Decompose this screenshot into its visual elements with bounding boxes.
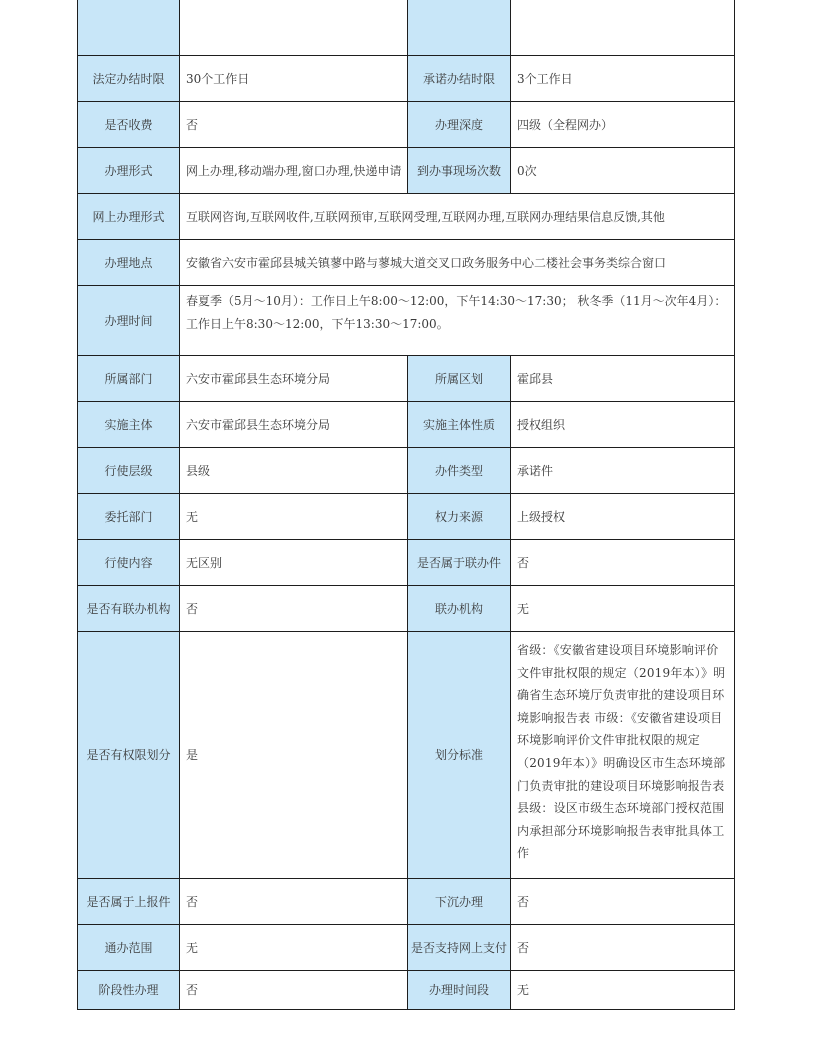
joint-case-label: 是否属于联办件	[407, 540, 510, 585]
table-row	[78, 355, 734, 401]
time-period-label: 办理时间段	[407, 971, 510, 1009]
implementer-value: 六安市霍邱县生态环境分局	[179, 402, 407, 447]
division-standard-value	[510, 632, 734, 878]
delegated-processing-value: 否	[510, 879, 734, 924]
processing-depth-value: 四级（全程网办）	[510, 102, 734, 147]
promised-deadline-value: 3个工作日	[510, 56, 734, 101]
authority-source-label: 权力来源	[407, 494, 510, 539]
has-joint-agency-value: 否	[179, 586, 407, 631]
online-payment-label: 是否支持网上支付	[407, 925, 510, 970]
authority-source-value: 上级授权	[510, 494, 734, 539]
processing-form-label: 办理形式	[78, 148, 179, 193]
implementer-label: 实施主体	[78, 402, 179, 447]
reported-case-value: 否	[179, 879, 407, 924]
table-row	[78, 631, 734, 878]
case-type-value: 承诺件	[510, 448, 734, 493]
table-row	[78, 101, 734, 147]
processing-depth-label: 办理深度	[407, 102, 510, 147]
exercise-level-label: 行使层级	[78, 448, 179, 493]
joint-agency-label: 联办机构	[407, 586, 510, 631]
table-row	[78, 585, 734, 631]
onsite-visits-value: 0次	[510, 148, 734, 193]
joint-case-value: 否	[510, 540, 734, 585]
fee-value: 否	[179, 102, 407, 147]
office-hours-label: 办理时间	[78, 286, 179, 355]
phased-processing-value: 否	[179, 971, 407, 1009]
department-value: 六安市霍邱县生态环境分局	[179, 356, 407, 401]
row-value	[510, 0, 734, 55]
region-label: 所属区划	[407, 356, 510, 401]
promised-deadline-label: 承诺办结时限	[407, 56, 510, 101]
row-label	[78, 0, 179, 55]
entrusting-dept-label: 委托部门	[78, 494, 179, 539]
table-row	[78, 970, 734, 1009]
authority-division-label: 是否有权限划分	[78, 632, 179, 878]
exercise-content-value: 无区别	[179, 540, 407, 585]
table-row	[78, 493, 734, 539]
table-row	[78, 285, 734, 355]
division-standard-label: 划分标准	[407, 632, 510, 878]
fee-label: 是否收费	[78, 102, 179, 147]
division-standard-text: 省级：《安徽省建设项目环境影响评价文件审批权限的规定（2019年本）》明确省生态环境厅负责审批的建设项目环境影响报告表 市级：《安徽省建设项目环境影响评价文件审批权限的规定（2019年本）》明确设区市生态环境部门负责审批的建设项目环境影响报告表 县级：设区市级生态环境部门授权范围内承担部分环境影响报告表审批具体工作	[517, 643, 726, 861]
office-hours-value	[179, 286, 734, 355]
online-form-label: 网上办理形式	[78, 194, 179, 239]
authority-division-value: 是	[179, 632, 407, 878]
service-scope-label: 通办范围	[78, 925, 179, 970]
table-row	[78, 447, 734, 493]
online-payment-value: 否	[510, 925, 734, 970]
table-row	[78, 539, 734, 585]
case-type-label: 办件类型	[407, 448, 510, 493]
service-scope-value: 无	[179, 925, 407, 970]
legal-deadline-label: 法定办结时限	[78, 56, 179, 101]
location-label: 办理地点	[78, 240, 179, 285]
service-info-table	[77, 0, 735, 1010]
delegated-processing-label: 下沉办理	[407, 879, 510, 924]
has-joint-agency-label: 是否有联办机构	[78, 586, 179, 631]
processing-form-value: 网上办理,移动端办理,窗口办理,快递申请	[179, 148, 407, 193]
time-period-value: 无	[510, 971, 734, 1009]
table-row-partial	[78, 0, 734, 55]
legal-deadline-value: 30个工作日	[179, 56, 407, 101]
row-label	[407, 0, 510, 55]
table-row	[78, 193, 734, 239]
department-label: 所属部门	[78, 356, 179, 401]
table-row	[78, 924, 734, 970]
phased-processing-label: 阶段性办理	[78, 971, 179, 1009]
table-row	[78, 878, 734, 924]
exercise-content-label: 行使内容	[78, 540, 179, 585]
row-value	[179, 0, 407, 55]
table-row	[78, 401, 734, 447]
entrusting-dept-value: 无	[179, 494, 407, 539]
region-value: 霍邱县	[510, 356, 734, 401]
office-hours-text: 春夏季（5月～10月）：工作日上午8:00～12:00，下午14:30～17:30； 秋冬季（11月～次年4月）：工作日上午8:30～12:00，下午13:30～17:00。	[186, 294, 727, 331]
implementer-type-value: 授权组织	[510, 402, 734, 447]
location-value: 安徽省六安市霍邱县城关镇蓼中路与蓼城大道交叉口政务服务中心二楼社会事务类综合窗口	[179, 240, 734, 285]
table-row	[78, 55, 734, 101]
exercise-level-value: 县级	[179, 448, 407, 493]
onsite-visits-label: 到办事现场次数	[407, 148, 510, 193]
joint-agency-value: 无	[510, 586, 734, 631]
implementer-type-label: 实施主体性质	[407, 402, 510, 447]
online-form-value: 互联网咨询,互联网收件,互联网预审,互联网受理,互联网办理,互联网办理结果信息反馈,其他	[179, 194, 734, 239]
table-row	[78, 239, 734, 285]
table-row	[78, 147, 734, 193]
reported-case-label: 是否属于上报件	[78, 879, 179, 924]
